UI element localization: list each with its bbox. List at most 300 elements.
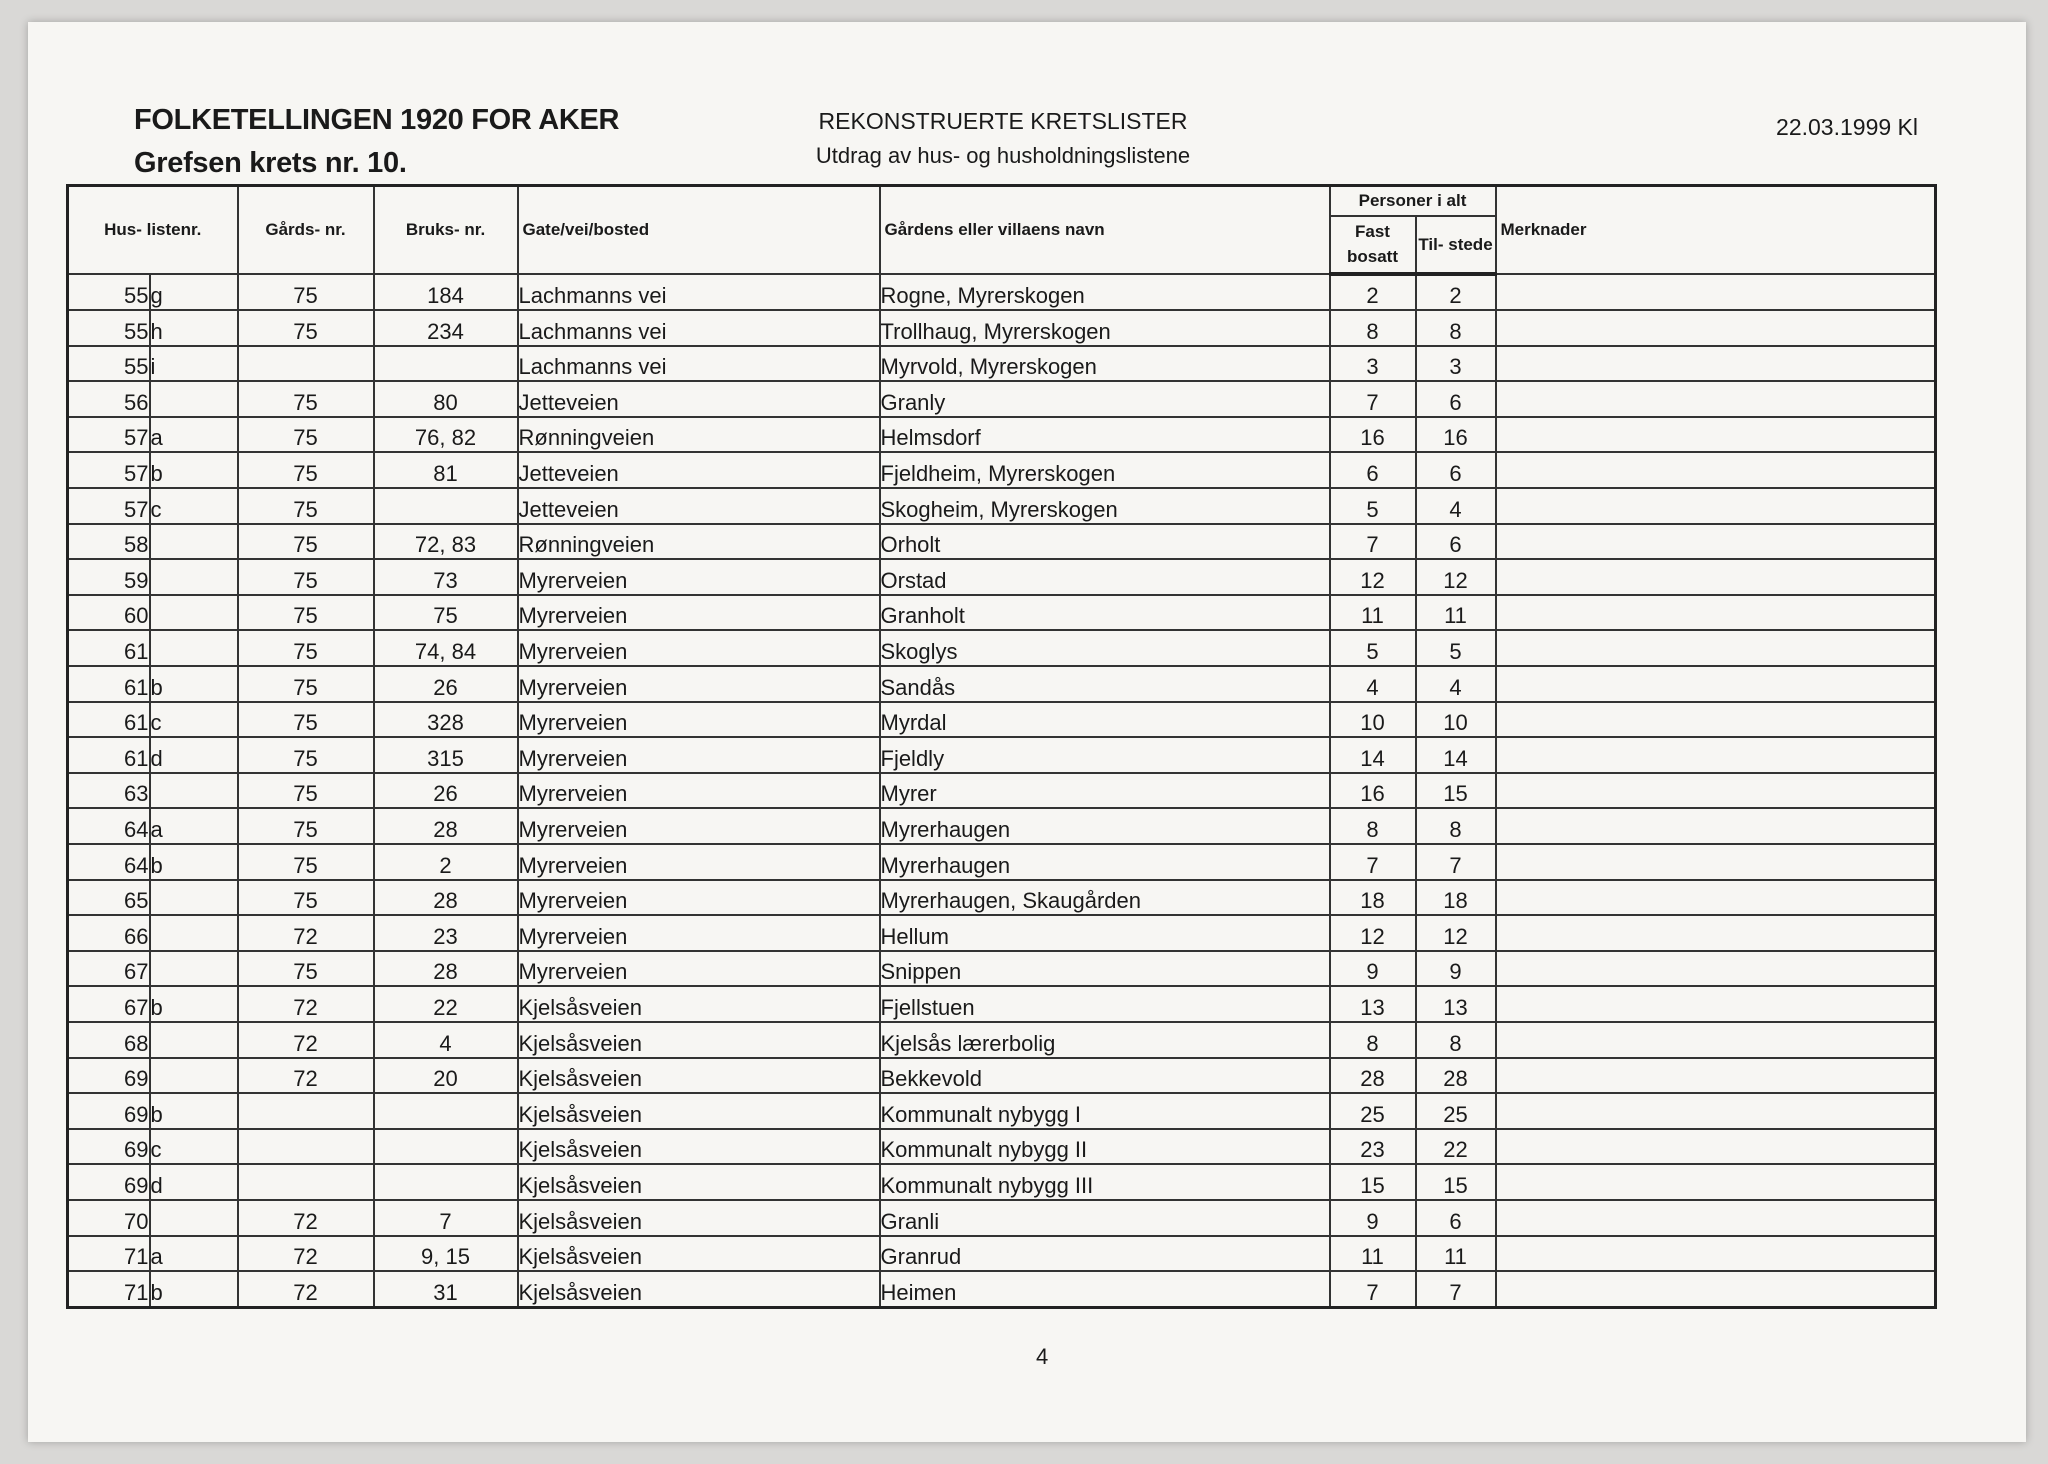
cell-husliste-suffix	[150, 595, 238, 631]
cell-gardens-navn: Kommunalt nybygg II	[880, 1129, 1330, 1165]
cell-gate-vei-bosted: Myrerveien	[518, 630, 880, 666]
cell-gardens-navn: Fjeldheim, Myrerskogen	[880, 452, 1330, 488]
cell-gate-vei-bosted: Myrerveien	[518, 880, 880, 916]
cell-bruks-nr	[374, 346, 518, 382]
cell-gardens-navn: Kjelsås lærerbolig	[880, 1022, 1330, 1058]
cell-bruks-nr	[374, 1129, 518, 1165]
cell-bruks-nr: 76, 82	[374, 417, 518, 453]
cell-fast-bosatt: 25	[1330, 1093, 1416, 1129]
cell-gardens-navn: Myrerhaugen	[880, 844, 1330, 880]
header-merknader: Merknader	[1496, 186, 1936, 274]
cell-til-stede: 6	[1416, 1200, 1496, 1236]
cell-gate-vei-bosted: Kjelsåsveien	[518, 1022, 880, 1058]
cell-gardens-navn: Heimen	[880, 1271, 1330, 1307]
cell-fast-bosatt: 28	[1330, 1058, 1416, 1094]
header-gate-vei-bosted: Gate/vei/bosted	[518, 186, 880, 274]
cell-gards-nr: 75	[238, 310, 374, 346]
cell-fast-bosatt: 8	[1330, 808, 1416, 844]
cell-husliste-suffix: c	[150, 488, 238, 524]
cell-til-stede: 15	[1416, 1164, 1496, 1200]
cell-gate-vei-bosted: Kjelsåsveien	[518, 1093, 880, 1129]
cell-bruks-nr: 184	[374, 274, 518, 311]
cell-til-stede: 8	[1416, 310, 1496, 346]
cell-gards-nr: 72	[238, 915, 374, 951]
cell-gate-vei-bosted: Lachmanns vei	[518, 310, 880, 346]
cell-fast-bosatt: 18	[1330, 880, 1416, 916]
table-row	[68, 666, 1936, 702]
table-row	[68, 951, 1936, 987]
cell-gards-nr	[238, 1129, 374, 1165]
cell-husliste-nr: 71	[68, 1271, 150, 1307]
center-heading-line1: REKONSTRUERTE KRETSLISTER	[818, 108, 1188, 134]
page-number: 4	[1036, 1344, 1049, 1369]
cell-fast-bosatt: 15	[1330, 1164, 1416, 1200]
cell-husliste-nr: 63	[68, 773, 150, 809]
cell-gate-vei-bosted: Myrerveien	[518, 559, 880, 595]
cell-til-stede: 5	[1416, 630, 1496, 666]
cell-til-stede: 9	[1416, 951, 1496, 987]
cell-gate-vei-bosted: Kjelsåsveien	[518, 1058, 880, 1094]
header-bruks-nr: Bruks- nr.	[374, 186, 518, 274]
cell-fast-bosatt: 23	[1330, 1129, 1416, 1165]
cell-gardens-navn: Granrud	[880, 1236, 1330, 1272]
cell-fast-bosatt: 8	[1330, 1022, 1416, 1058]
cell-gards-nr: 75	[238, 488, 374, 524]
cell-til-stede: 7	[1416, 1271, 1496, 1307]
cell-bruks-nr: 4	[374, 1022, 518, 1058]
cell-gards-nr	[238, 1164, 374, 1200]
cell-husliste-suffix: h	[150, 310, 238, 346]
census-rows	[68, 274, 1936, 1308]
cell-husliste-nr: 58	[68, 524, 150, 560]
cell-gardens-navn: Rogne, Myrerskogen	[880, 274, 1330, 311]
cell-husliste-nr: 64	[68, 844, 150, 880]
cell-merknader	[1496, 1093, 1936, 1129]
cell-til-stede: 7	[1416, 844, 1496, 880]
cell-gardens-navn: Snippen	[880, 951, 1330, 987]
cell-til-stede: 4	[1416, 488, 1496, 524]
cell-fast-bosatt: 14	[1330, 737, 1416, 773]
cell-bruks-nr: 28	[374, 880, 518, 916]
cell-gards-nr: 75	[238, 381, 374, 417]
cell-til-stede: 22	[1416, 1129, 1496, 1165]
table-row	[68, 986, 1936, 1022]
cell-husliste-nr: 61	[68, 666, 150, 702]
table-row	[68, 346, 1936, 382]
cell-husliste-nr: 66	[68, 915, 150, 951]
cell-bruks-nr: 7	[374, 1200, 518, 1236]
cell-husliste-nr: 70	[68, 1200, 150, 1236]
document-date: 22.03.1999 Kl	[1776, 114, 1918, 140]
cell-gardens-navn: Bekkevold	[880, 1058, 1330, 1094]
cell-gards-nr: 75	[238, 773, 374, 809]
cell-gardens-navn: Trollhaug, Myrerskogen	[880, 310, 1330, 346]
cell-husliste-suffix: a	[150, 1236, 238, 1272]
table-row	[68, 1200, 1936, 1236]
cell-fast-bosatt: 6	[1330, 452, 1416, 488]
cell-bruks-nr: 328	[374, 702, 518, 738]
cell-merknader	[1496, 1271, 1936, 1307]
cell-merknader	[1496, 773, 1936, 809]
center-heading-line2: Utdrag av hus- og husholdningslistene	[815, 143, 1191, 168]
cell-fast-bosatt: 4	[1330, 666, 1416, 702]
cell-husliste-suffix	[150, 559, 238, 595]
cell-bruks-nr	[374, 1164, 518, 1200]
table-row	[68, 274, 1936, 311]
cell-gardens-navn: Helmsdorf	[880, 417, 1330, 453]
cell-husliste-suffix: b	[150, 452, 238, 488]
cell-gardens-navn: Skoglys	[880, 630, 1330, 666]
cell-husliste-suffix	[150, 880, 238, 916]
cell-gate-vei-bosted: Myrerveien	[518, 808, 880, 844]
cell-gards-nr: 75	[238, 666, 374, 702]
header-fast-bosatt: Fast bosatt	[1330, 216, 1416, 274]
cell-gardens-navn: Myrer	[880, 773, 1330, 809]
cell-fast-bosatt: 10	[1330, 702, 1416, 738]
cell-gardens-navn: Myrerhaugen, Skaugården	[880, 880, 1330, 916]
cell-fast-bosatt: 12	[1330, 915, 1416, 951]
cell-til-stede: 28	[1416, 1058, 1496, 1094]
cell-merknader	[1496, 986, 1936, 1022]
cell-til-stede: 2	[1416, 274, 1496, 311]
cell-husliste-suffix	[150, 630, 238, 666]
cell-husliste-nr: 56	[68, 381, 150, 417]
cell-bruks-nr: 28	[374, 808, 518, 844]
cell-gards-nr	[238, 346, 374, 382]
cell-husliste-suffix: b	[150, 986, 238, 1022]
header-til-stede: Til- stede	[1416, 216, 1496, 274]
cell-til-stede: 6	[1416, 452, 1496, 488]
table-row	[68, 524, 1936, 560]
cell-fast-bosatt: 7	[1330, 1271, 1416, 1307]
table-row	[68, 559, 1936, 595]
cell-husliste-suffix: d	[150, 737, 238, 773]
cell-til-stede: 12	[1416, 559, 1496, 595]
cell-merknader	[1496, 1164, 1936, 1200]
cell-til-stede: 6	[1416, 524, 1496, 560]
cell-fast-bosatt: 2	[1330, 274, 1416, 311]
cell-merknader	[1496, 702, 1936, 738]
cell-husliste-suffix: c	[150, 1129, 238, 1165]
cell-gate-vei-bosted: Rønningveien	[518, 524, 880, 560]
cell-gards-nr: 75	[238, 880, 374, 916]
cell-gards-nr: 75	[238, 951, 374, 987]
table-row	[68, 1271, 1936, 1307]
cell-gate-vei-bosted: Jetteveien	[518, 452, 880, 488]
table-row	[68, 1022, 1936, 1058]
cell-merknader	[1496, 274, 1936, 311]
cell-bruks-nr: 26	[374, 666, 518, 702]
cell-merknader	[1496, 915, 1936, 951]
header-personer-i-alt: Personer i alt	[1330, 186, 1496, 216]
cell-gate-vei-bosted: Jetteveien	[518, 381, 880, 417]
cell-husliste-nr: 57	[68, 488, 150, 524]
cell-husliste-suffix: b	[150, 1093, 238, 1129]
cell-merknader	[1496, 595, 1936, 631]
cell-gate-vei-bosted: Kjelsåsveien	[518, 1200, 880, 1236]
cell-til-stede: 10	[1416, 702, 1496, 738]
cell-husliste-suffix: b	[150, 844, 238, 880]
cell-fast-bosatt: 11	[1330, 595, 1416, 631]
cell-gardens-navn: Myrdal	[880, 702, 1330, 738]
cell-gardens-navn: Orstad	[880, 559, 1330, 595]
cell-fast-bosatt: 5	[1330, 630, 1416, 666]
cell-gards-nr: 75	[238, 630, 374, 666]
cell-fast-bosatt: 12	[1330, 559, 1416, 595]
cell-til-stede: 4	[1416, 666, 1496, 702]
table-row	[68, 417, 1936, 453]
cell-merknader	[1496, 346, 1936, 382]
table-row	[68, 1236, 1936, 1272]
cell-gate-vei-bosted: Kjelsåsveien	[518, 1129, 880, 1165]
cell-gate-vei-bosted: Rønningveien	[518, 417, 880, 453]
cell-merknader	[1496, 452, 1936, 488]
table-row	[68, 880, 1936, 916]
cell-bruks-nr: 20	[374, 1058, 518, 1094]
cell-fast-bosatt: 16	[1330, 417, 1416, 453]
cell-fast-bosatt: 9	[1330, 951, 1416, 987]
cell-husliste-suffix: c	[150, 702, 238, 738]
cell-fast-bosatt: 5	[1330, 488, 1416, 524]
cell-husliste-suffix: d	[150, 1164, 238, 1200]
cell-gards-nr: 72	[238, 1271, 374, 1307]
cell-gards-nr: 72	[238, 1058, 374, 1094]
cell-husliste-suffix	[150, 915, 238, 951]
cell-husliste-suffix: b	[150, 666, 238, 702]
cell-til-stede: 11	[1416, 595, 1496, 631]
cell-fast-bosatt: 8	[1330, 310, 1416, 346]
cell-bruks-nr: 22	[374, 986, 518, 1022]
cell-gards-nr: 75	[238, 595, 374, 631]
cell-bruks-nr: 23	[374, 915, 518, 951]
table-row	[68, 737, 1936, 773]
cell-husliste-nr: 69	[68, 1164, 150, 1200]
cell-husliste-nr: 71	[68, 1236, 150, 1272]
cell-bruks-nr: 73	[374, 559, 518, 595]
cell-fast-bosatt: 3	[1330, 346, 1416, 382]
cell-til-stede: 16	[1416, 417, 1496, 453]
cell-merknader	[1496, 524, 1936, 560]
cell-merknader	[1496, 1200, 1936, 1236]
cell-fast-bosatt: 13	[1330, 986, 1416, 1022]
header-gardens-navn: Gårdens eller villaens navn	[880, 186, 1330, 274]
cell-gards-nr: 75	[238, 737, 374, 773]
cell-gards-nr: 72	[238, 1200, 374, 1236]
cell-bruks-nr: 81	[374, 452, 518, 488]
title-block	[134, 104, 619, 180]
cell-bruks-nr: 74, 84	[374, 630, 518, 666]
cell-bruks-nr: 75	[374, 595, 518, 631]
cell-gards-nr: 75	[238, 559, 374, 595]
cell-gardens-navn: Granli	[880, 1200, 1330, 1236]
cell-gards-nr	[238, 1093, 374, 1129]
cell-gardens-navn: Granly	[880, 381, 1330, 417]
cell-gardens-navn: Skogheim, Myrerskogen	[880, 488, 1330, 524]
table-row	[68, 1129, 1936, 1165]
cell-gardens-navn: Kommunalt nybygg I	[880, 1093, 1330, 1129]
cell-husliste-suffix	[150, 773, 238, 809]
cell-merknader	[1496, 951, 1936, 987]
cell-gards-nr: 72	[238, 1022, 374, 1058]
cell-gardens-navn: Myrerhaugen	[880, 808, 1330, 844]
table-row	[68, 452, 1936, 488]
cell-fast-bosatt: 7	[1330, 381, 1416, 417]
cell-husliste-suffix	[150, 1022, 238, 1058]
cell-merknader	[1496, 310, 1936, 346]
table-row	[68, 488, 1936, 524]
cell-til-stede: 3	[1416, 346, 1496, 382]
cell-husliste-nr: 64	[68, 808, 150, 844]
cell-til-stede: 15	[1416, 773, 1496, 809]
table-row	[68, 1093, 1936, 1129]
cell-husliste-suffix	[150, 1200, 238, 1236]
cell-husliste-nr: 57	[68, 452, 150, 488]
cell-husliste-suffix: g	[150, 274, 238, 311]
table-row	[68, 844, 1936, 880]
cell-gate-vei-bosted: Jetteveien	[518, 488, 880, 524]
cell-gards-nr: 75	[238, 274, 374, 311]
cell-husliste-nr: 55	[68, 274, 150, 311]
cell-fast-bosatt: 16	[1330, 773, 1416, 809]
cell-gards-nr: 75	[238, 524, 374, 560]
cell-gate-vei-bosted: Myrerveien	[518, 595, 880, 631]
cell-gards-nr: 75	[238, 452, 374, 488]
cell-husliste-suffix: i	[150, 346, 238, 382]
cell-gards-nr: 75	[238, 808, 374, 844]
cell-merknader	[1496, 417, 1936, 453]
cell-bruks-nr: 2	[374, 844, 518, 880]
cell-gardens-navn: Fjeldly	[880, 737, 1330, 773]
cell-merknader	[1496, 1129, 1936, 1165]
cell-husliste-suffix: a	[150, 808, 238, 844]
cell-husliste-nr: 69	[68, 1129, 150, 1165]
cell-gards-nr: 75	[238, 417, 374, 453]
table-row	[68, 773, 1936, 809]
cell-fast-bosatt: 11	[1330, 1236, 1416, 1272]
cell-merknader	[1496, 1236, 1936, 1272]
cell-gardens-navn: Kommunalt nybygg III	[880, 1164, 1330, 1200]
cell-gate-vei-bosted: Myrerveien	[518, 666, 880, 702]
cell-gards-nr: 75	[238, 844, 374, 880]
cell-gards-nr: 72	[238, 986, 374, 1022]
cell-husliste-nr: 69	[68, 1093, 150, 1129]
cell-husliste-nr: 55	[68, 310, 150, 346]
table-row	[68, 595, 1936, 631]
cell-husliste-nr: 69	[68, 1058, 150, 1094]
cell-gate-vei-bosted: Kjelsåsveien	[518, 986, 880, 1022]
cell-merknader	[1496, 1022, 1936, 1058]
cell-merknader	[1496, 381, 1936, 417]
cell-merknader	[1496, 880, 1936, 916]
cell-merknader	[1496, 630, 1936, 666]
cell-gate-vei-bosted: Myrerveien	[518, 844, 880, 880]
cell-til-stede: 18	[1416, 880, 1496, 916]
cell-gardens-navn: Sandås	[880, 666, 1330, 702]
header-gards-nr: Gårds- nr.	[238, 186, 374, 274]
cell-merknader	[1496, 844, 1936, 880]
header-hus-listenr: Hus- listenr.	[68, 186, 238, 274]
cell-til-stede: 13	[1416, 986, 1496, 1022]
cell-husliste-nr: 61	[68, 737, 150, 773]
cell-bruks-nr: 26	[374, 773, 518, 809]
cell-bruks-nr: 72, 83	[374, 524, 518, 560]
cell-husliste-suffix: a	[150, 417, 238, 453]
cell-gate-vei-bosted: Myrerveien	[518, 951, 880, 987]
cell-gardens-navn: Hellum	[880, 915, 1330, 951]
cell-gate-vei-bosted: Myrerveien	[518, 773, 880, 809]
cell-til-stede: 8	[1416, 1022, 1496, 1058]
document-page	[28, 22, 2026, 1442]
cell-husliste-nr: 68	[68, 1022, 150, 1058]
cell-merknader	[1496, 559, 1936, 595]
cell-til-stede: 6	[1416, 381, 1496, 417]
table-row	[68, 1058, 1936, 1094]
cell-husliste-nr: 55	[68, 346, 150, 382]
cell-bruks-nr: 28	[374, 951, 518, 987]
table-row	[68, 381, 1936, 417]
cell-gate-vei-bosted: Kjelsåsveien	[518, 1271, 880, 1307]
cell-husliste-suffix	[150, 1058, 238, 1094]
cell-husliste-nr: 65	[68, 880, 150, 916]
table-row	[68, 702, 1936, 738]
cell-bruks-nr: 234	[374, 310, 518, 346]
center-heading	[808, 108, 1198, 169]
table-row	[68, 630, 1936, 666]
cell-bruks-nr: 80	[374, 381, 518, 417]
cell-merknader	[1496, 1058, 1936, 1094]
cell-gardens-navn: Fjellstuen	[880, 986, 1330, 1022]
cell-gate-vei-bosted: Myrerveien	[518, 737, 880, 773]
cell-husliste-nr: 67	[68, 951, 150, 987]
cell-husliste-nr: 67	[68, 986, 150, 1022]
cell-gards-nr: 75	[238, 702, 374, 738]
cell-husliste-nr: 60	[68, 595, 150, 631]
cell-husliste-suffix	[150, 524, 238, 560]
table-row	[68, 915, 1936, 951]
cell-gate-vei-bosted: Myrerveien	[518, 915, 880, 951]
cell-fast-bosatt: 7	[1330, 844, 1416, 880]
document-subtitle: Grefsen krets nr. 10.	[134, 147, 407, 179]
cell-gardens-navn: Myrvold, Myrerskogen	[880, 346, 1330, 382]
cell-husliste-nr: 61	[68, 702, 150, 738]
cell-merknader	[1496, 737, 1936, 773]
cell-til-stede: 11	[1416, 1236, 1496, 1272]
cell-bruks-nr: 315	[374, 737, 518, 773]
cell-merknader	[1496, 488, 1936, 524]
cell-husliste-suffix	[150, 381, 238, 417]
cell-merknader	[1496, 808, 1936, 844]
cell-husliste-nr: 59	[68, 559, 150, 595]
cell-bruks-nr	[374, 488, 518, 524]
cell-gate-vei-bosted: Myrerveien	[518, 702, 880, 738]
cell-bruks-nr	[374, 1093, 518, 1129]
cell-merknader	[1496, 666, 1936, 702]
cell-til-stede: 8	[1416, 808, 1496, 844]
table-row	[68, 310, 1936, 346]
cell-fast-bosatt: 7	[1330, 524, 1416, 560]
cell-husliste-suffix: b	[150, 1271, 238, 1307]
cell-husliste-suffix	[150, 951, 238, 987]
census-table	[66, 184, 1937, 1309]
table-row	[68, 808, 1936, 844]
cell-gate-vei-bosted: Kjelsåsveien	[518, 1236, 880, 1272]
cell-husliste-nr: 57	[68, 417, 150, 453]
cell-til-stede: 12	[1416, 915, 1496, 951]
cell-gate-vei-bosted: Kjelsåsveien	[518, 1164, 880, 1200]
cell-fast-bosatt: 9	[1330, 1200, 1416, 1236]
cell-gardens-navn: Orholt	[880, 524, 1330, 560]
cell-til-stede: 14	[1416, 737, 1496, 773]
